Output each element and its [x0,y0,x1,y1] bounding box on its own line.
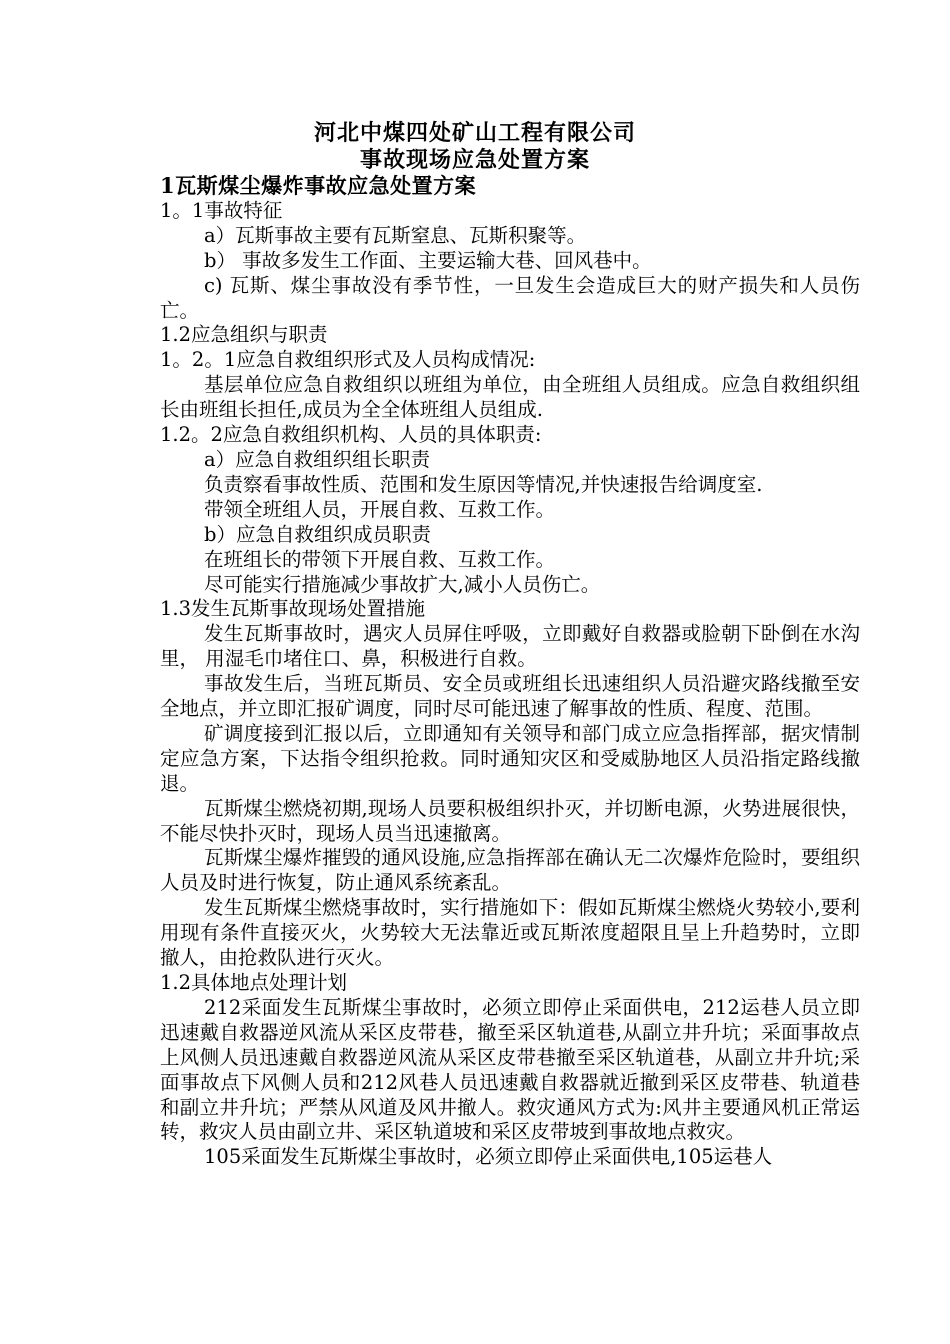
member-duty-label: b）应急自救组织成员职责 [204,522,431,546]
heading-1-2-1: 1。2。1应急自救组织形式及人员构成情况: [160,348,536,372]
location-paragraph-212: 212采面发生瓦斯煤尘事故时，必须立即停止采面供电，212运巷人员立即迅速戴自救器逆风流从采区皮带巷，撤至采区轨道巷,从副立井升坑；采面事故点上风侧人员迅速戴自救器逆风流从采区皮带巷撤至采区轨道巷，从副立井升坑;采面事故点下风侧人员和212风巷人员迅速戴自救器就近撤到采区皮带巷、轨道巷和副立井升坑；严禁从风道及风井撤人。救灾通风方式为:风井主要通风机正常运转，救灾人员由副立井、采区轨道坡和采区皮带坡到事故地点救灾。 [160,995,860,1144]
document-title: 事故现场应急处置方案 [359,147,590,173]
member-duty-2: 尽可能实行措施减少事故扩大,减小人员伤亡。 [204,572,601,596]
heading-location-plan: 1.2具体地点处理计划 [160,971,348,994]
leader-duty-1: 负责察看事故性质、范围和发生原因等情况,并快速报告给调度室. [204,472,763,496]
leader-duty-label: a）应急自救组织组长职责 [204,447,431,471]
location-paragraph-105: 105采面发生瓦斯煤尘事故时，必须立即停止采面供电,105运巷人 [204,1145,773,1169]
heading-1-3: 1.3发生瓦斯事故现场处置措施 [160,597,426,621]
heading-1-1: 1。1事故特征 [160,198,283,222]
feature-c: c) 瓦斯、煤尘事故没有季节性，一旦发生会造成巨大的财产损失和人员伤亡。 [160,273,860,322]
section-title: 1瓦斯煤尘爆炸事故应急处置方案 [160,173,477,198]
feature-a: a）瓦斯事故主要有瓦斯窒息、瓦斯积聚等。 [204,223,587,247]
company-name: 河北中煤四处矿山工程有限公司 [313,120,636,146]
member-duty-1: 在班组长的带领下开展自救、互救工作。 [204,547,556,571]
heading-1-2: 1.2应急组织与职责 [160,323,328,347]
document-body [160,174,860,1170]
organization-text: 基层单位应急自救组织以班组为单位，由全班组人员组成。应急自救组织组长由班组长担任,成员为全全体班组人员组成. [160,373,860,422]
feature-b: b） 事故多发生工作面、主要运输大巷、回风巷中。 [204,248,652,272]
heading-1-2-2: 1.2。2应急自救组织机构、人员的具体职责: [160,423,542,447]
measure-paragraph-1: 发生瓦斯事故时，遇灾人员屏住呼吸，立即戴好自救器或脸朝下卧倒在水沟里， 用湿毛巾堵住口、鼻，积极进行自救。 [160,622,860,671]
measure-paragraph-5: 瓦斯煤尘爆炸摧毁的通风设施,应急指挥部在确认无二次爆炸危险时，要组织人员及时进行恢复，防止通风系统紊乱。 [160,846,860,895]
leader-duty-2: 带领全班组人员，开展自救、互救工作。 [204,497,556,521]
measure-paragraph-3: 矿调度接到汇报以后，立即通知有关领导和部门成立应急指挥部，据灾情制定应急方案，下达指令组织抢救。同时通知灾区和受威胁地区人员沿指定路线撤退。 [160,721,860,795]
measure-paragraph-4: 瓦斯煤尘燃烧初期,现场人员要积极组织扑灭，并切断电源，火势进展很快，不能尽快扑灭时，现场人员当迅速撤离。 [160,796,860,845]
measure-paragraph-2: 事故发生后，当班瓦斯员、安全员或班组长迅速组织人员沿避灾路线撤至安全地点，并立即汇报矿调度，同时尽可能迅速了解事故的性质、程度、范围。 [160,672,860,721]
measure-paragraph-6: 发生瓦斯煤尘燃烧事故时，实行措施如下：假如瓦斯煤尘燃烧火势较小,要利用现有条件直接灭火，火势较大无法靠近或瓦斯浓度超限且呈上升趋势时，立即撤人，由抢救队进行灭火。 [160,896,860,970]
